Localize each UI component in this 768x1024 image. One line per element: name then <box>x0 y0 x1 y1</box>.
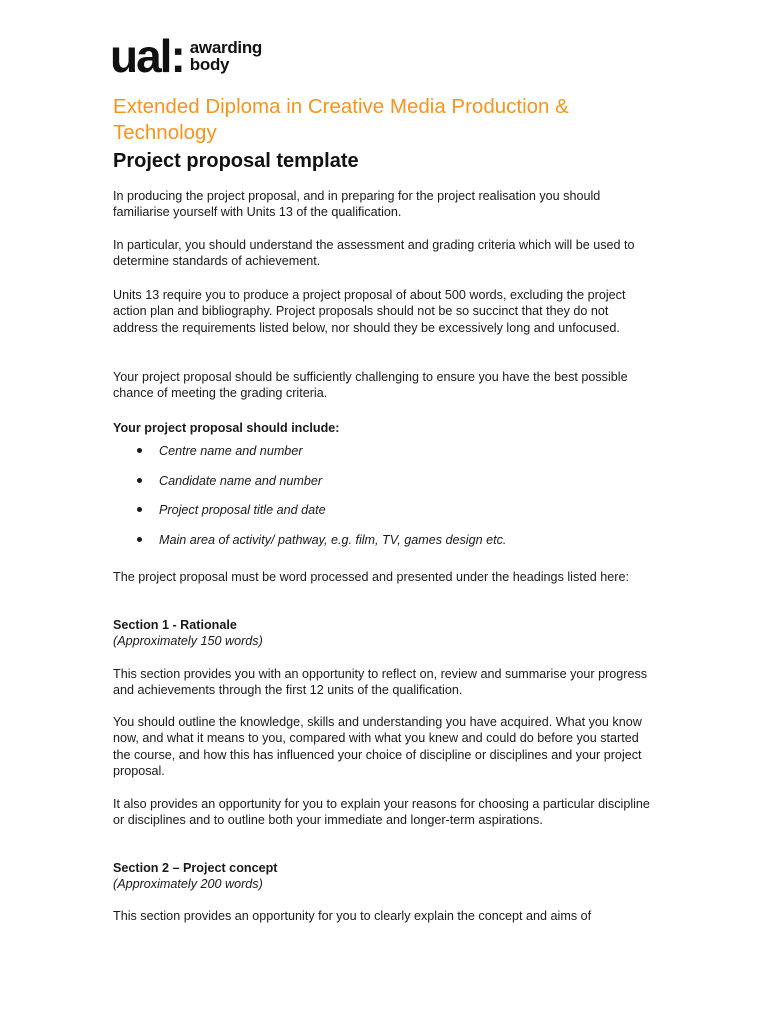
section-1-paragraph-2: You should outline the knowledge, skills and understanding you have acquired. What you know now, and what it means to you, compared with what you knew and could do before you started the course, and how this has influenced your choice of discipline or disciplines and your project proposal. <box>113 715 642 779</box>
list-item-label: Candidate name and number <box>159 473 323 488</box>
section-1-heading: Section 1 - Rationale <box>113 618 237 632</box>
document-subtitle: Project proposal template <box>113 150 359 172</box>
headings-intro: The project proposal must be word processed and presented under the headings listed here: <box>113 570 629 584</box>
list-item-label: Main area of activity/ pathway, e.g. film, TV, games design etc. <box>159 532 507 547</box>
include-heading: Your project proposal should include: <box>113 421 340 435</box>
logo-text <box>190 39 262 73</box>
list-item <box>113 530 653 560</box>
intro-paragraph-4: Your project proposal should be sufficiently challenging to ensure you have the best possible chance of meeting the grading criteria. <box>113 370 628 401</box>
logo-text-line1: awarding <box>189 38 263 57</box>
bullet-icon <box>137 537 142 542</box>
logo-mark: ual: <box>110 30 184 82</box>
section-2-heading: Section 2 – Project concept <box>113 861 278 875</box>
bullet-icon <box>137 507 142 512</box>
ual-awarding-body-logo <box>110 30 263 82</box>
section-1-paragraph-3: It also provides an opportunity for you to explain your reasons for choosing a particular discipline or disciplines and to outline both your immediate and longer-term aspirations. <box>113 797 650 828</box>
list-item <box>113 500 653 530</box>
section-2-paragraph-1: This section provides an opportunity for you to clearly explain the concept and aims of <box>113 909 592 923</box>
list-item-label: Centre name and number <box>159 444 303 458</box>
section-1-paragraph-1: This section provides you with an opportunity to reflect on, review and summarise your progress and achievements through the first 12 units of the qualification. <box>113 667 648 698</box>
logo-text-line2: body <box>189 55 230 74</box>
include-list <box>113 441 653 559</box>
section-2-note: (Approximately 200 words) <box>113 877 263 891</box>
document-title: Extended Diploma in Creative Media Production & Technology <box>113 95 569 144</box>
list-item-label: Project proposal title and date <box>159 503 326 517</box>
intro-paragraph-1: In producing the project proposal, and in preparing for the project realisation you should familiarise yourself with Units 13 of the qualification. <box>113 189 601 220</box>
intro-paragraph-3: Units 13 require you to produce a project proposal of about 500 words, excluding the project action plan and bibliography. Project proposals should not be so succinct that they do not address the requirements listed below, nor should they be excessively long and unfocused. <box>113 288 626 335</box>
intro-paragraph-2: In particular, you should understand the assessment and grading criteria which will be used to determine standards of achievement. <box>113 238 635 269</box>
section-1-note: (Approximately 150 words) <box>113 634 263 648</box>
list-item <box>113 471 653 501</box>
bullet-icon <box>137 448 142 453</box>
bullet-icon <box>137 478 142 483</box>
list-item <box>113 441 653 471</box>
